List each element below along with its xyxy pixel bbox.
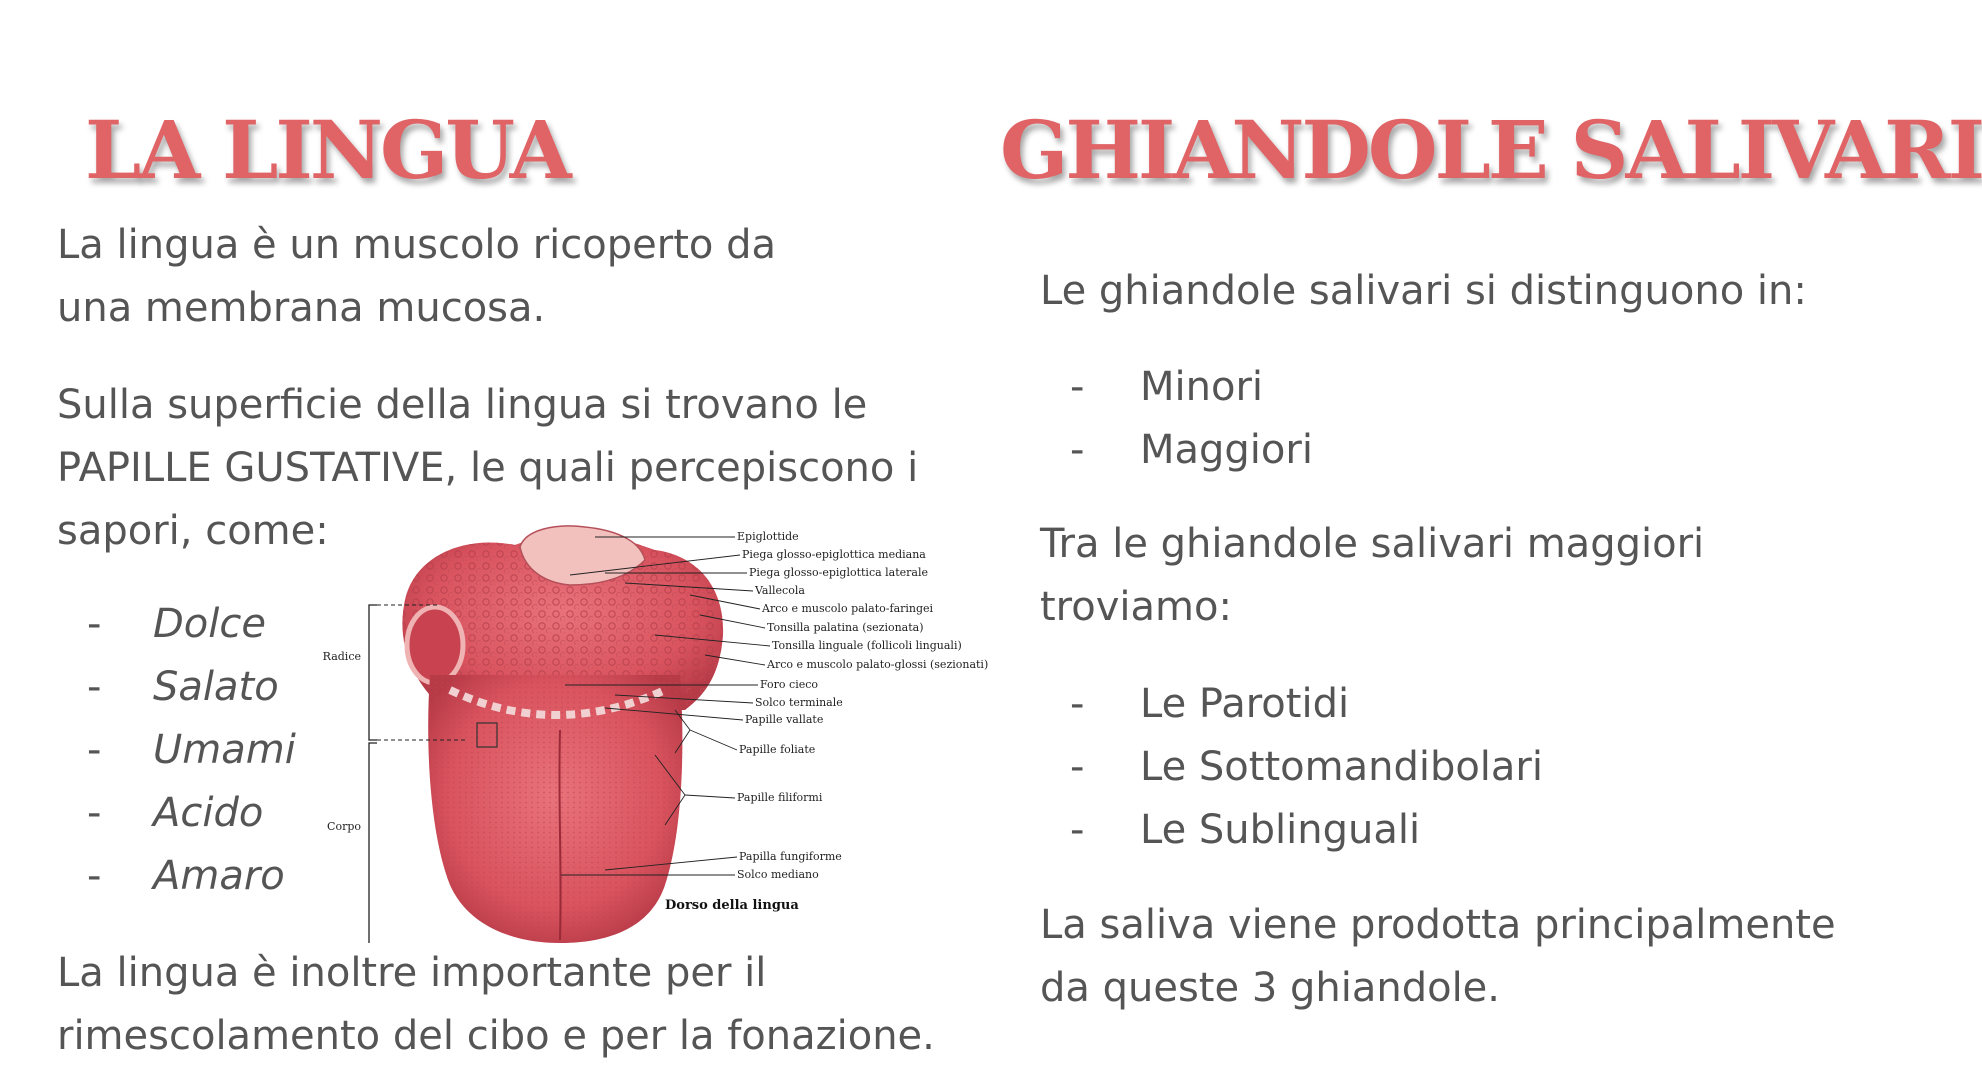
label-papille-vallate: Papille vallate bbox=[745, 713, 824, 726]
label-piega-mediana: Piega glosso-epiglottica mediana bbox=[742, 548, 926, 561]
list-dash: - bbox=[87, 790, 102, 836]
lingua-intro-text: La lingua è un muscolo ricoperto da una membrana mucosa. bbox=[57, 222, 776, 331]
major-glands-intro-text: Tra le ghiandole salivari maggiori troviamo: bbox=[1040, 521, 1705, 630]
list-item bbox=[1040, 356, 1313, 419]
papille-text: Sulla superficie della lingua si trovano le PAPILLE GUSTATIVE, le quali percepiscono i sapori, come: bbox=[57, 382, 919, 554]
list-item bbox=[57, 719, 296, 782]
gland-sottomandibolari: Le Sottomandibolari bbox=[1140, 744, 1543, 790]
lingua-closing-text: La lingua è inoltre importante per il rimescolamento del cibo e per la fonazione. bbox=[57, 950, 935, 1059]
list-item bbox=[57, 593, 296, 656]
flavor-acido: Acido bbox=[153, 790, 264, 836]
gland-type-list bbox=[1040, 356, 1313, 482]
title-la-lingua: LA LINGUA bbox=[85, 103, 569, 197]
list-dash: - bbox=[1070, 681, 1085, 727]
label-tonsilla-linguale: Tonsilla linguale (follicoli linguali) bbox=[772, 639, 962, 652]
label-papilla-fungiforme: Papilla fungiforme bbox=[739, 850, 842, 863]
median-sulcus-line bbox=[559, 730, 560, 940]
list-dash: - bbox=[87, 664, 102, 710]
figure-title: Dorso della lingua bbox=[665, 898, 799, 913]
label-solco-mediano: Solco mediano bbox=[737, 868, 819, 881]
flavor-salato: Salato bbox=[153, 664, 279, 710]
list-item bbox=[1040, 419, 1313, 482]
label-papille-foliate: Papille foliate bbox=[739, 743, 816, 756]
list-dash: - bbox=[1070, 427, 1085, 473]
list-dash: - bbox=[1070, 807, 1085, 853]
flavor-dolce: Dolce bbox=[153, 601, 266, 647]
title-ghiandole-salivari: GHIANDOLE SALIVARI bbox=[1000, 103, 1982, 197]
label-piega-laterale: Piega glosso-epiglottica laterale bbox=[749, 566, 929, 579]
gland-sublinguali: Le Sublinguali bbox=[1140, 807, 1421, 853]
list-dash: - bbox=[1070, 744, 1085, 790]
major-gland-list bbox=[1040, 673, 1543, 862]
flavor-amaro: Amaro bbox=[153, 853, 285, 899]
gland-parotidi: Le Parotidi bbox=[1140, 681, 1350, 727]
list-item bbox=[1040, 673, 1543, 736]
label-epiglottide: Epiglottide bbox=[737, 530, 799, 543]
list-item bbox=[1040, 736, 1543, 799]
list-dash: - bbox=[87, 853, 102, 899]
corpo-bracket bbox=[369, 743, 377, 943]
corpo-label: Corpo bbox=[327, 820, 361, 833]
label-arco-palato-glossi: Arco e muscolo palato-glossi (sezionati) bbox=[767, 658, 989, 671]
label-arco-palato-faringei: Arco e muscolo palato-faringei bbox=[762, 602, 934, 615]
list-item bbox=[57, 656, 296, 719]
list-item bbox=[57, 845, 296, 908]
list-item bbox=[1040, 799, 1543, 862]
list-dash: - bbox=[1070, 364, 1085, 410]
gland-type-maggiori: Maggiori bbox=[1140, 427, 1313, 473]
list-dash: - bbox=[87, 601, 102, 647]
radice-bracket bbox=[369, 605, 377, 740]
list-item bbox=[57, 782, 296, 845]
leader-line bbox=[685, 795, 735, 798]
tongue-anatomy-figure bbox=[322, 525, 989, 945]
flavor-list bbox=[57, 593, 296, 908]
gland-type-minori: Minori bbox=[1140, 364, 1264, 410]
label-tonsilla-palatina: Tonsilla palatina (sezionata) bbox=[767, 621, 924, 634]
leader-line bbox=[690, 730, 737, 750]
palatine-tonsil-shape bbox=[407, 607, 463, 683]
list-dash: - bbox=[87, 727, 102, 773]
label-solco-terminale: Solco terminale bbox=[755, 696, 843, 709]
label-vallecola: Vallecola bbox=[755, 584, 805, 597]
label-foro-cieco: Foro cieco bbox=[760, 678, 819, 691]
saliva-closing-text: La saliva viene prodotta principalmente da queste 3 ghiandole. bbox=[1040, 902, 1836, 1011]
label-papille-filiformi: Papille filiformi bbox=[737, 791, 823, 804]
radice-label: Radice bbox=[322, 650, 361, 663]
flavor-umami: Umami bbox=[153, 727, 296, 773]
ghiandole-intro-text: Le ghiandole salivari si distinguono in: bbox=[1040, 268, 1807, 314]
